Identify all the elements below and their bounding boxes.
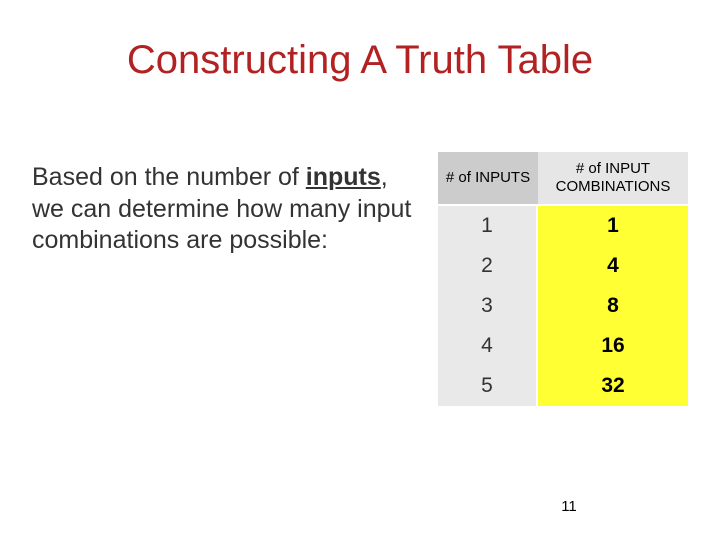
table-row [438,204,688,246]
combinations-cell: 4 [538,246,688,286]
table-header-row [438,152,688,204]
combinations-cell: 1 [538,204,688,246]
header-num-combinations: # of INPUT COMBINATIONS [538,152,688,204]
inputs-cell: 1 [438,204,538,246]
combinations-cell: 32 [538,366,688,406]
input-combinations-table [438,152,688,406]
slide-title: Constructing A Truth Table [126,38,594,82]
body-text-post: , we can determine how many input combinations are possible: [32,163,412,254]
inputs-cell: 2 [438,246,538,286]
inputs-cell: 3 [438,286,538,326]
table-row [438,326,688,366]
inputs-cell: 4 [438,326,538,366]
table-row [438,246,688,286]
body-text-pre: Based on the number of [32,163,306,191]
inputs-emphasis: inputs [305,163,381,191]
table-row [438,286,688,326]
header-num-inputs: # of INPUTS [438,152,538,204]
table-row [438,366,688,406]
page-number: 11 [561,498,577,515]
combinations-cell: 16 [538,326,688,366]
combinations-cell: 8 [538,286,688,326]
body-text [32,162,422,257]
inputs-cell: 5 [438,366,538,406]
